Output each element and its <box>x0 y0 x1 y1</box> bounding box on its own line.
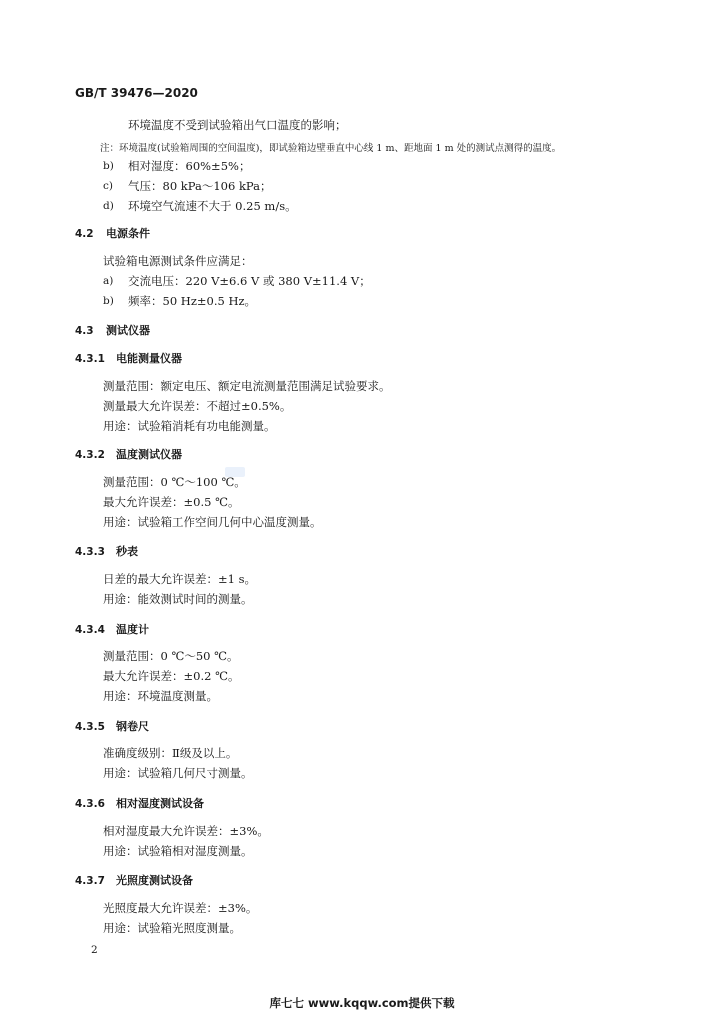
subsection-number: 4.3.1 <box>75 353 105 365</box>
subsection-number: 4.3.3 <box>75 546 105 558</box>
env-line: 环境温度不受到试验箱出气口温度的影响； <box>128 118 347 132</box>
subsection-number: 4.3.2 <box>75 449 105 461</box>
body-line: 最大允许误差：±0.2 ℃。 <box>103 669 240 683</box>
list-item: 交流电压：220 V±6.6 V 或 380 V±11.4 V； <box>128 274 371 288</box>
standard-number: GB/T 39476—2020 <box>75 86 198 100</box>
body-line: 用途：环境温度测量。 <box>103 689 218 703</box>
body-line: 测量范围：额定电压、额定电流测量范围满足试验要求。 <box>103 379 391 393</box>
subsection-title: 电能测量仪器 <box>116 352 182 365</box>
body-line: 测量范围：0 ℃～50 ℃。 <box>103 649 239 663</box>
list-item: 气压：80 kPa～106 kPa； <box>128 179 272 193</box>
list-item: 相对湿度：60%±5%； <box>128 159 251 173</box>
body-line: 日差的最大允许误差：±1 s。 <box>103 572 257 586</box>
list-label: b) <box>103 160 114 172</box>
section-title: 测试仪器 <box>106 324 150 337</box>
subsection-title: 温度计 <box>116 623 149 636</box>
body-line: 光照度最大允许误差：±3%。 <box>103 901 258 915</box>
subsection-title: 秒表 <box>116 545 138 558</box>
list-item: 频率：50 Hz±0.5 Hz。 <box>128 294 257 308</box>
body-line: 测量最大允许误差：不超过±0.5%。 <box>103 399 292 413</box>
body-line: 测量范围：0 ℃～100 ℃。 <box>103 475 246 489</box>
body-line: 用途：试验箱工作空间几何中心温度测量。 <box>103 515 322 529</box>
page-number: 2 <box>91 944 98 956</box>
body-line: 用途：能效测试时间的测量。 <box>103 592 253 606</box>
body-line: 用途：试验箱光照度测量。 <box>103 921 241 935</box>
body-line: 准确度级别：Ⅱ级及以上。 <box>103 746 238 760</box>
subsection-number: 4.3.4 <box>75 624 105 636</box>
list-item: 环境空气流速不大于 0.25 m/s。 <box>128 199 297 213</box>
subsection-title: 光照度测试设备 <box>116 874 193 887</box>
subsection-number: 4.3.6 <box>75 798 105 810</box>
body-line: 用途：试验箱消耗有功电能测量。 <box>103 419 276 433</box>
list-label: c) <box>103 180 113 192</box>
env-note: 注：环境温度(试验箱周围的空间温度)，即试验箱边壁垂直中心线 1 m、距地面 1 m 处的测试点测得的温度。 <box>100 143 562 154</box>
footer-download-text: 库七七 www.kqqw.com提供下载 <box>269 996 455 1010</box>
subsection-number: 4.3.5 <box>75 721 105 733</box>
section-title: 电源条件 <box>106 227 150 240</box>
subsection-title: 温度测试仪器 <box>116 448 182 461</box>
body-line: 最大允许误差：±0.5 ℃。 <box>103 495 240 509</box>
body-line: 用途：试验箱相对湿度测量。 <box>103 844 253 858</box>
subsection-title: 钢卷尺 <box>116 720 149 733</box>
section-number: 4.2 <box>75 228 94 240</box>
subsection-number: 4.3.7 <box>75 875 105 887</box>
list-label: d) <box>103 200 114 212</box>
body-line: 用途：试验箱几何尺寸测量。 <box>103 766 253 780</box>
body-line: 相对湿度最大允许误差：±3%。 <box>103 824 269 838</box>
list-label: a) <box>103 275 114 287</box>
subsection-title: 相对湿度测试设备 <box>116 797 204 810</box>
list-label: b) <box>103 295 114 307</box>
section-intro: 试验箱电源测试条件应满足： <box>103 254 253 268</box>
section-number: 4.3 <box>75 325 94 337</box>
